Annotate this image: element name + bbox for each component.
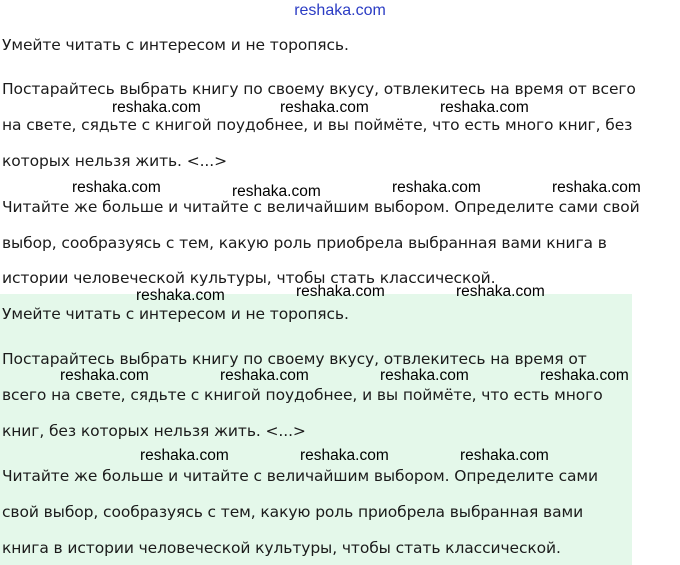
- watermark: reshaka.com: [112, 99, 201, 116]
- watermark: reshaka.com: [296, 283, 385, 300]
- watermark: reshaka.com: [220, 367, 309, 384]
- watermark: reshaka.com: [300, 447, 389, 464]
- watermark: reshaka.com: [136, 287, 225, 304]
- site-header-link[interactable]: reshaka.com: [294, 2, 386, 19]
- text-line: книга в истории человеческой культуры, чтобы стать классической.: [2, 539, 561, 557]
- text-line: которых нельзя жить. <...>: [2, 152, 227, 170]
- watermark: reshaka.com: [456, 283, 545, 300]
- watermark: reshaka.com: [440, 99, 529, 116]
- text-line: на свете, сядьте с книгой поудобнее, и вы поймёте, что есть много книг, без: [2, 116, 633, 134]
- watermark: reshaka.com: [72, 179, 161, 196]
- watermark: reshaka.com: [232, 183, 321, 200]
- watermark: reshaka.com: [280, 99, 369, 116]
- text-line: Умейте читать с интересом и не торопясь.: [2, 305, 349, 323]
- text-line: Умейте читать с интересом и не торопясь.: [2, 36, 349, 54]
- text-line: выбор, сообразуясь с тем, какую роль приобрела выбранная вами книга в: [2, 234, 607, 252]
- text-line: книг, без которых нельзя жить. <...>: [2, 422, 306, 440]
- watermark: reshaka.com: [552, 179, 641, 196]
- text-line: Читайте же больше и читайте с величайшим выбором. Определите сами: [2, 467, 598, 485]
- watermark: reshaka.com: [60, 367, 149, 384]
- text-line: свой выбор, сообразуясь с тем, какую роль приобрела выбранная вами: [2, 503, 584, 521]
- watermark: reshaka.com: [540, 367, 629, 384]
- text-line: истории человеческой культуры, чтобы стать классической.: [2, 269, 496, 287]
- watermark: reshaka.com: [380, 367, 469, 384]
- watermark: reshaka.com: [460, 447, 549, 464]
- text-line: Постарайтесь выбрать книгу по своему вкусу, отвлекитесь на время от всего: [2, 80, 636, 98]
- watermark: reshaka.com: [392, 179, 481, 196]
- text-line: всего на свете, сядьте с книгой поудобнее, и вы поймёте, что есть много: [2, 386, 603, 404]
- text-line: Постарайтесь выбрать книгу по своему вкусу, отвлекитесь на время от: [2, 350, 587, 368]
- text-line: Читайте же больше и читайте с величайшим выбором. Определите сами свой: [2, 198, 640, 216]
- watermark: reshaka.com: [140, 447, 229, 464]
